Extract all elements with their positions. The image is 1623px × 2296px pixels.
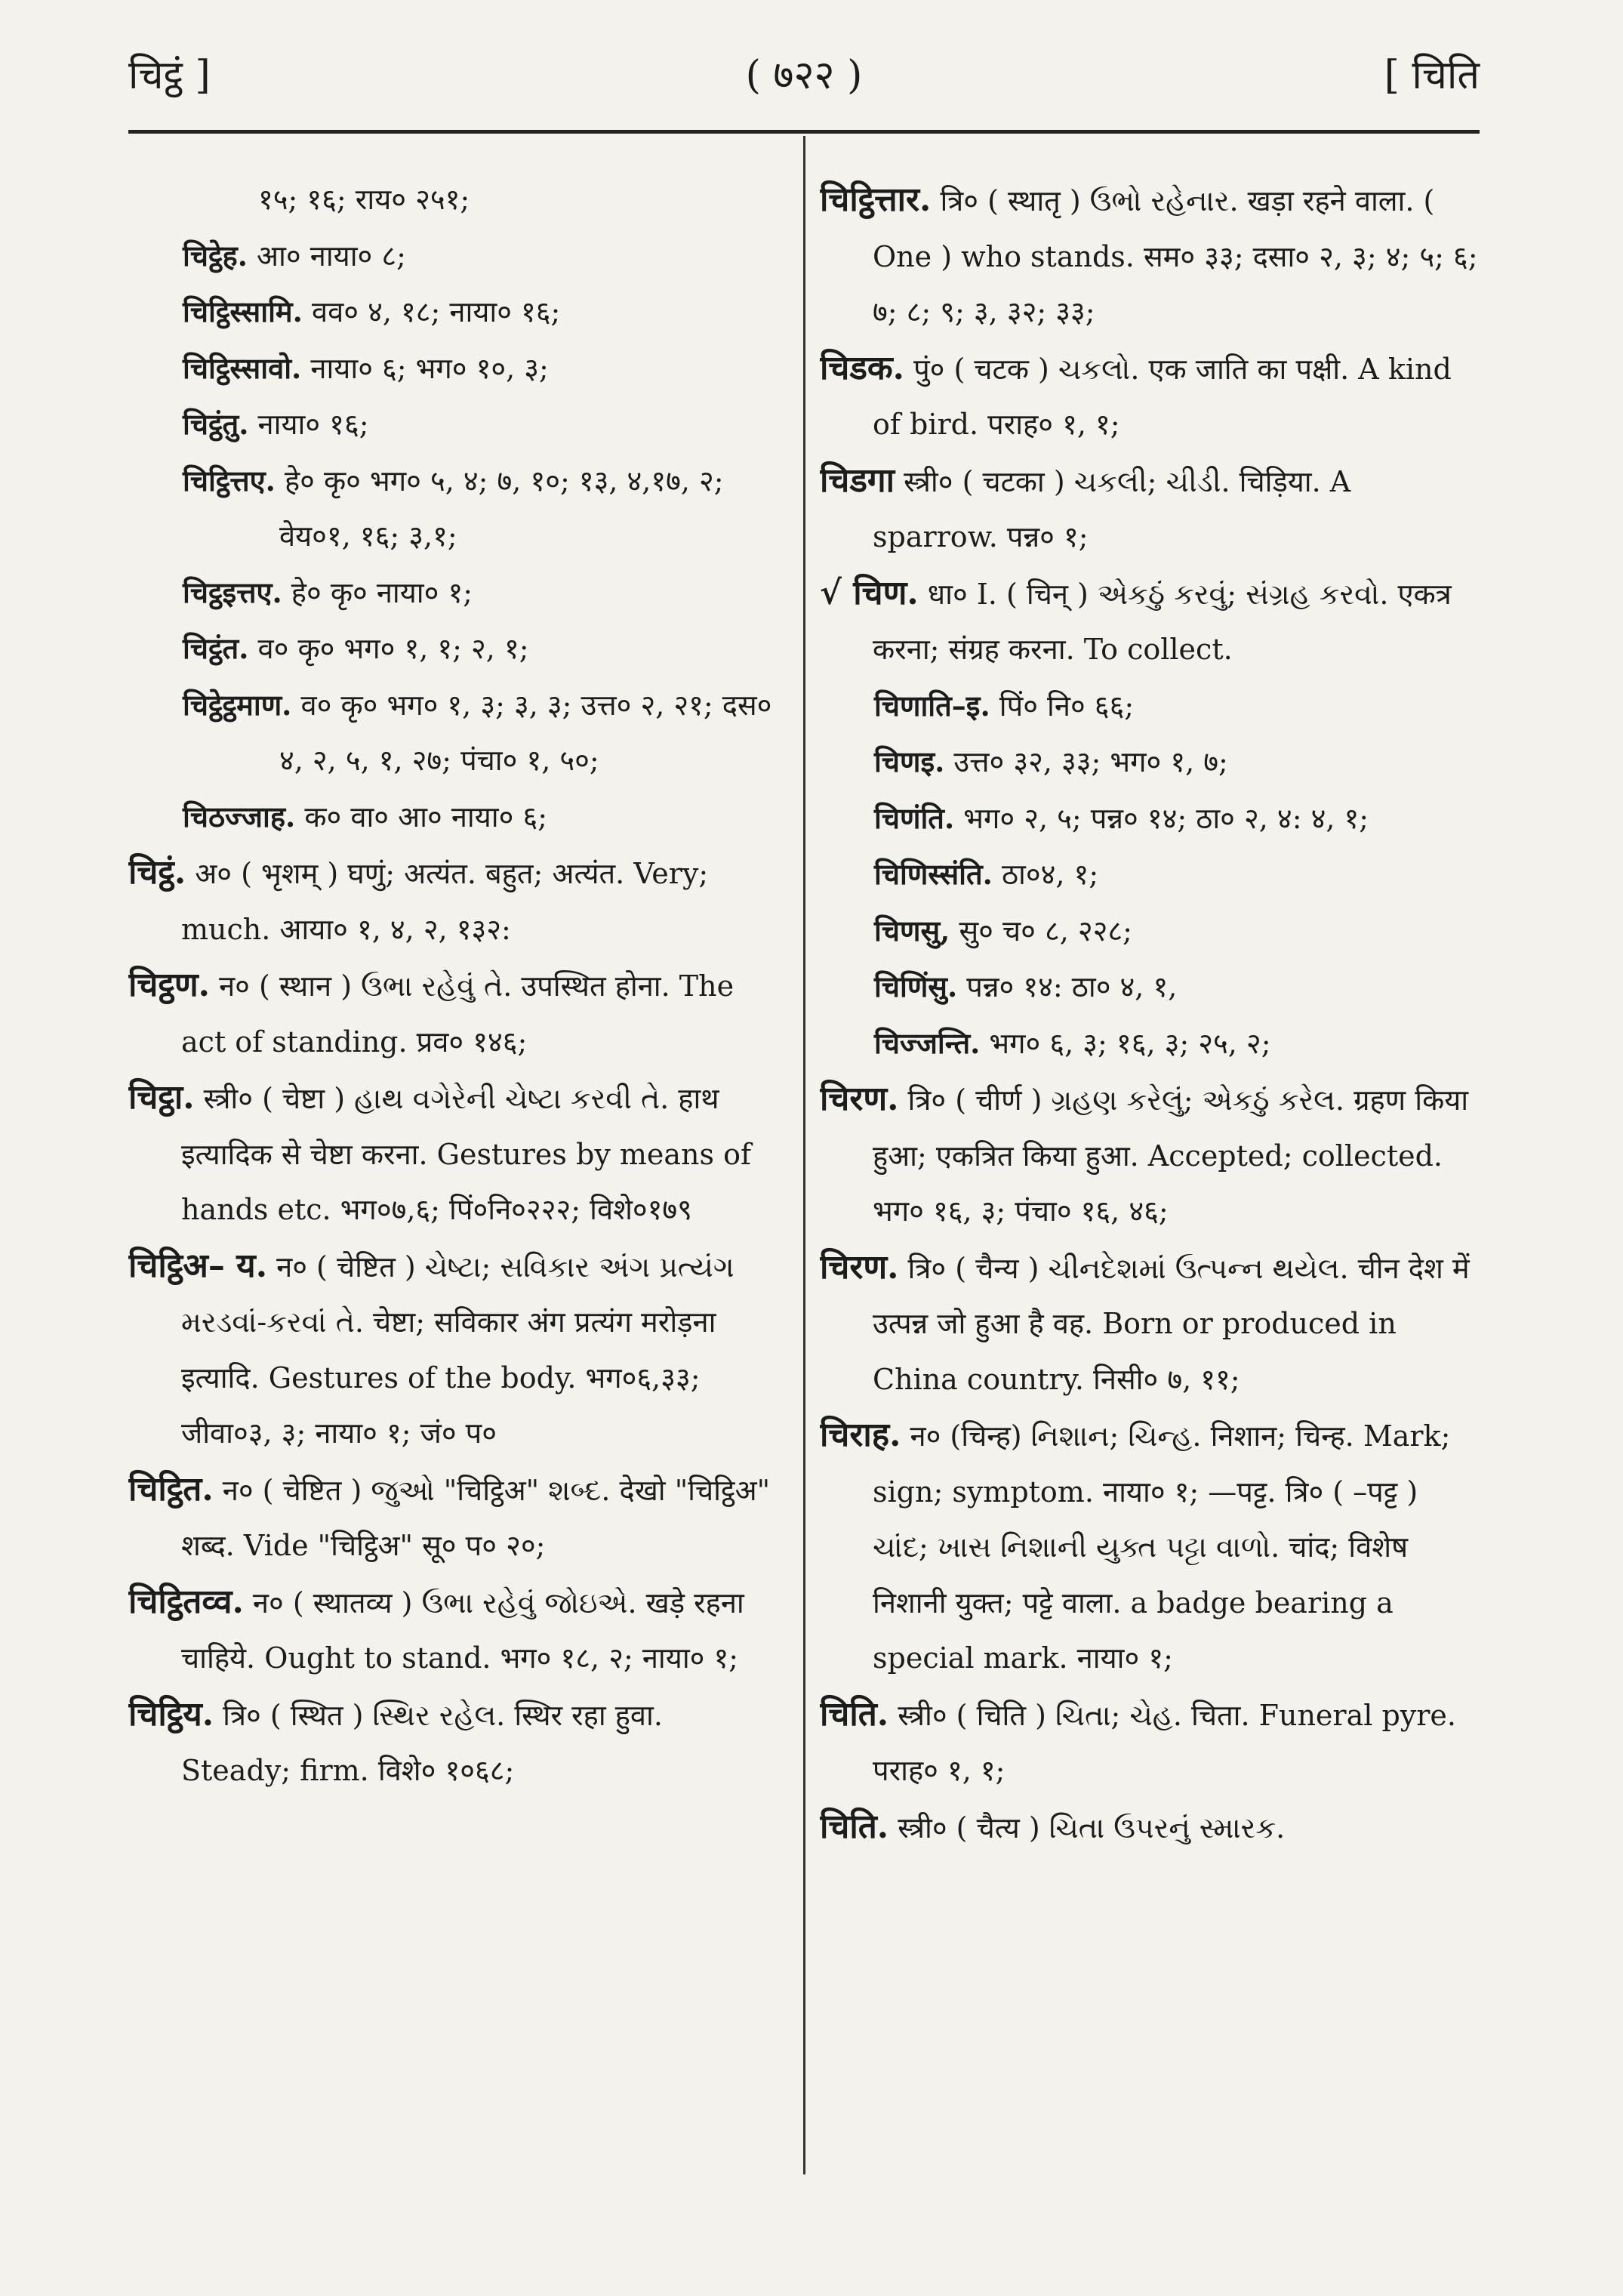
entry-headword: चिठज्जाह. [183,799,296,834]
entry-headword: चिति. [820,1694,889,1734]
entry-headword: चिट्ठित्तार. [820,180,932,219]
header-left-guideword: चिट्ठं ] [128,53,211,98]
entry-headword: चिणइ. [874,744,945,778]
header-right-guideword: [ चिति [1384,53,1480,98]
dictionary-entry [128,1070,778,1238]
sub-entry [820,791,1480,847]
sub-entry [128,621,778,677]
entry-headword: चिट्ठितव्व. [128,1582,244,1621]
entry-definition: न० (चिन्ह) નિશાન; ચિન્હ. निशान; चिन्ह. Mark; sign; symptom. नाया० १; —पट्ट. त्रि० ( –पट्ट ) ચાંદ; ખાસ નિશાની યુક્ત પટ્ટા વાળો. चांद; विशेष निशानी युक्त; पट्टे वाला. a badge bearing a special mark. नाया० १; [873,1419,1451,1675]
entry-definition: स्त्री० ( चटका ) ચકલી; ચીડી. चिड़िया. A sparrow. पन्न० १; [873,464,1351,553]
entry-definition: त्रि० ( स्थातृ ) ઉભો રહેનાર. खड़ा रहने वाला. ( One ) who stands. सम० ३३; दसा० २, ३; ४; ५; ६; ७; ८; ९; ३, ३२; ३३; [873,184,1478,328]
left-column [128,172,778,2286]
dictionary-entry [128,1238,778,1462]
entry-definition: अ० ( भृशम् ) घणुं; अत्यंत. बहुत; अत्यंत. Very; much. आया० १, ४, २, १३२: [181,857,709,946]
page-header [128,38,1480,113]
entry-headword: चिराह. [820,1416,901,1454]
dictionary-entry [128,1574,778,1687]
entry-definition: त्रि० ( चीर्ण ) ગ્રહણ કરેલું; એકઠું કરેલ. ग्रहण किया हुआ; एकत्रित किया हुआ. Accepted; collected. भग० १६, ३; पंचा० १६, ४६; [873,1083,1469,1228]
entry-headword: चिट्ठित्तए. [183,463,276,498]
entry-definition: पुं० ( चटक ) ચકલો. एक जाति का पक्षी. A kind of bird. पराह० १, १; [873,352,1452,441]
dictionary-entry [128,957,778,1070]
dictionary-entry [820,1407,1480,1687]
entry-headword: चिट्ठइत्तए. [183,575,282,609]
entry-headword: √ चिण. [820,573,919,612]
header-page-number: ( ७२२ ) [745,53,863,98]
sub-entry [820,846,1480,903]
dictionary-entry [128,1462,778,1574]
entry-definition: भग० २, ५; पन्न० १४; ठा० २, ४: ४, १; [954,801,1369,835]
entry-definition: स्त्री० ( चैत्य ) ચિતા ઉપરનું સ્મારક. [888,1811,1286,1845]
dictionary-entry [820,1240,1480,1408]
entry-headword: चिट्ठं. [128,853,186,892]
sub-entry [820,903,1480,960]
sub-entry [128,284,778,341]
entry-definition: न० ( स्थान ) ઉભા રહેવું તે. उपस्थित होना. The act of standing. प्रव० १४६; [181,969,735,1059]
dictionary-entry [128,845,778,957]
dictionary-entry [820,1071,1480,1240]
entry-definition: क० वा० आ० नाया० ६; [295,800,548,834]
entry-headword: चिडगा [820,461,895,500]
entry-definition: हे० कृ० भग० ५, ४; ७, १०; १३, ४,१७, २; वेय०१, १६; ३,१; [275,464,724,553]
entry-headword: चिणसु, [874,913,950,948]
entry-headword: चिट्ठंतु. [183,407,249,441]
entry-definition: पन्न० १४: ठा० ४, १, [957,970,1178,1003]
entry-definition: पिं० नि० ६६; [990,689,1135,723]
entry-headword: चिणिंसु. [874,969,958,1003]
dictionary-entry [820,172,1480,341]
dictionary-entry [820,453,1480,566]
dictionary-entry [820,1687,1480,1799]
entry-definition: वव० ४, १८; नाया० १६; [302,295,561,328]
entry-headword: चिट्ठिस्सावो. [183,350,302,385]
sub-entry [128,341,778,397]
entry-definition: १५; १६; राय० २५१; [258,183,470,216]
entry-definition: ठा०४, १; [992,858,1099,891]
entry-headword: चिट्ठंत. [183,631,249,665]
entry-definition: त्रि० ( चैन्य ) ચીનદેશમાં ઉત્પન્ન થયેલ. चीन देश में उत्पन्न जो हुआ है वह. Born or produced in China country. निसी० ७, ११; [873,1251,1470,1396]
entry-headword: चिट्ठा. [128,1078,195,1117]
entry-headword: चिट्ठण. [128,966,210,1004]
sub-entry [820,678,1480,735]
entry-definition: नाया० ६; भग० १०, ३; [301,351,549,385]
entry-headword: चिट्ठिअ– य. [128,1246,268,1285]
entry-headword: चिट्ठेह. [183,238,248,273]
entry-headword: चिट्ठेट्ठमाण. [183,687,292,722]
sub-entry [128,677,778,789]
entry-definition: न० ( चेष्टित ) જુઓ "चिट्ठिअ" શબ્દ. देखो "चिट्ठिअ" शब्द. Vide "चिट्ठिअ" सू० प० २०; [181,1473,771,1562]
entry-definition: न० ( स्थातव्य ) ઉભા રહેવું જોઇએ. खड़े रहना चाहिये. Ought to stand. भग० १८, २; नाया० १; [181,1586,744,1675]
entry-headword: चिट्ठिस्सामि. [183,294,303,328]
entry-definition: हे० कृ० नाया० १; [282,575,473,609]
sub-entry [128,396,778,453]
entry-headword: चिट्ठित. [128,1469,214,1509]
entry-definition: नाया० १६; [248,408,369,441]
entry-definition: सु० च० ८, २२८; [950,914,1132,948]
entry-definition: स्त्री० ( चिति ) ચિતા; ચેહ. चिता. Funeral pyre. पराह० १, १; [873,1698,1456,1787]
entry-headword: चिणाति–इ. [874,688,990,723]
sub-entry [128,453,778,565]
sub-entry [820,959,1480,1015]
entry-headword: चिरण. [820,1080,899,1118]
dictionary-entry [820,341,1480,453]
entry-headword: चिणंति. [874,800,955,835]
entry-headword: चिति. [820,1807,889,1846]
dictionary-entry [820,1799,1480,1857]
sub-entry [820,1015,1480,1072]
entry-definition: भग० ६, ३; १६, ३; २५, २; [980,1026,1271,1060]
header-rule [128,130,1480,134]
entry-headword: चिडक. [820,348,904,387]
entry-definition: धा० I. ( चिन् ) એકઠું કરવું; સંગ્રહ કરવો. एकत्र करना; संग्रह करना. To collect. [873,577,1452,666]
entry-definition: व० कृ० भग० १, १; २, १; [248,632,529,665]
sub-entry [128,789,778,846]
sub-entry [128,228,778,285]
sub-entry [128,565,778,621]
entry-definition: स्त्री० ( चेष्टा ) હાથ વગેરેની ચેષ્ટા કરવી તે. हाथ इत्यादिक से चेष्टा करना. Gestures by means of hands etc. भग०७,६; पिं०नि०२२२; विशे०१७९ [181,1082,752,1226]
entry-definition: त्रि० ( स्थित ) સ્થિર રહેલ. स्थिर रहा हुवा. Steady; firm. विशे० १०६८; [181,1698,663,1787]
column-divider [803,136,805,2174]
right-column [820,172,1480,2286]
entry-definition: आ० नाया० ८; [247,239,406,273]
dictionary-entry [820,566,1480,678]
sub-entry [128,172,778,228]
entry-definition: न० ( चेष्टित ) ચેષ્ટા; સવિકાર અંગ પ્રત્યંગ મરડવાં-કરવાં તે. चेष्टा; सविकार अंग प्रत्यंग मरोड़ना इत्यादि. Gestures of the body. भग०६,३३; जीवा०३, ३; नाया० १; जं० प० [181,1250,735,1450]
entry-headword: चिज्जन्ति. [874,1025,981,1060]
entry-headword: चिरण. [820,1247,899,1287]
entry-headword: चिट्ठिय. [128,1694,214,1734]
dictionary-entry [128,1687,778,1799]
entry-headword: चिणिस्संति. [874,857,993,891]
entry-definition: उत्त० ३२, ३३; भग० १, ७; [944,745,1228,778]
sub-entry [820,734,1480,791]
entry-definition: व० कृ० भग० १, ३; ३, ३; उत्त० २, २१; दस० ४, २, ५, १, २७; पंचा० १, ५०; [279,688,772,777]
